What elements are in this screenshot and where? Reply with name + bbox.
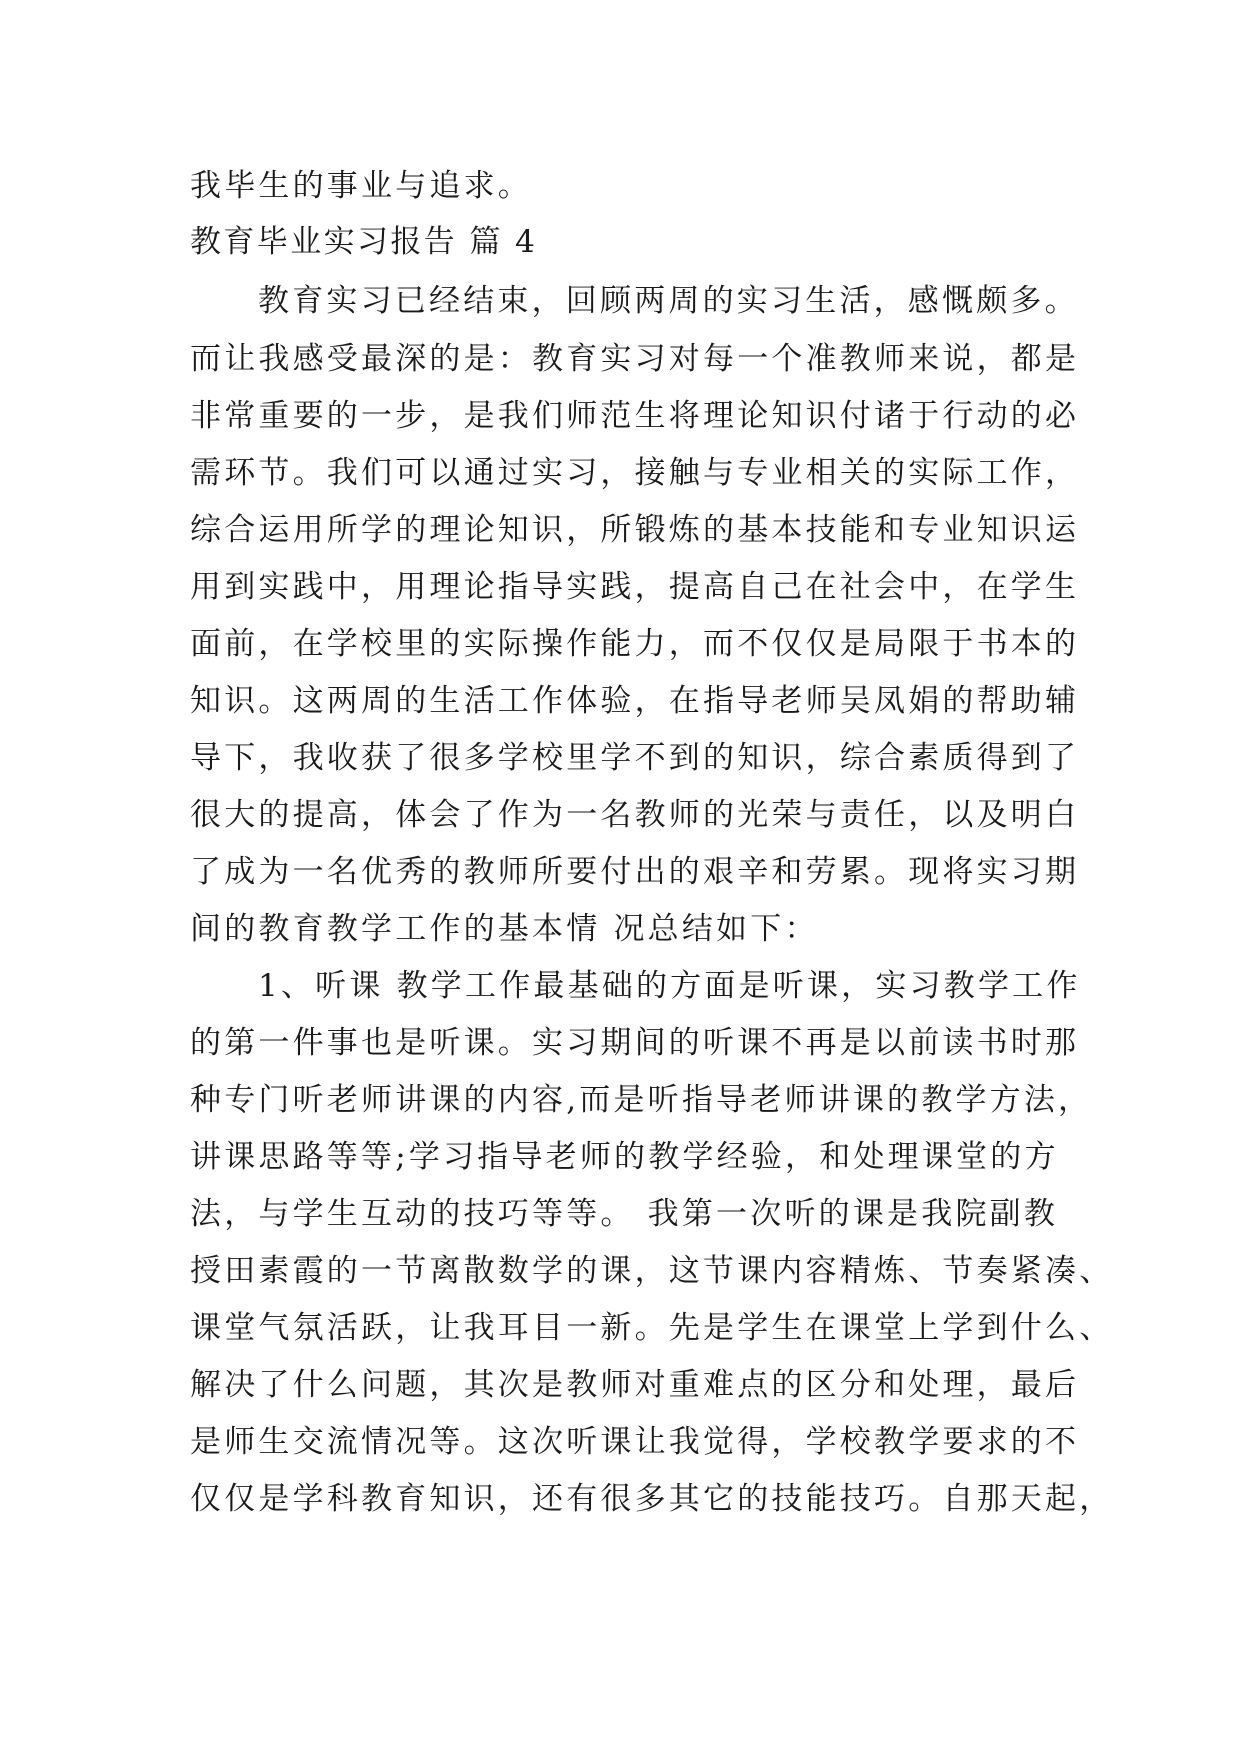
text-line: 是师生交流情况等。这次听课让我觉得，学校教学要求的不 <box>190 1424 1080 1460</box>
text-line: 综合运用所学的理论知识，所锻炼的基本技能和专业知识运 <box>190 512 1080 548</box>
text-line: 我毕生的事业与追求。 <box>190 168 532 204</box>
text-line: 用到实践中，用理论指导实践，提高自己在社会中，在学生 <box>190 569 1080 605</box>
paragraph-first-line: 教育实习已经结束，回顾两周的实习生活，感慨颇多。 <box>258 283 1079 319</box>
text-line: 法，与学生互动的技巧等等。 我第一次听的课是我院副教 <box>190 1196 1059 1232</box>
text-line: 授田素霞的一节离散数学的课，这节课内容精炼、节奏紧凑、 <box>190 1253 1114 1289</box>
text-line: 课堂气氛活跃，让我耳目一新。先是学生在课堂上学到什么、 <box>190 1310 1114 1346</box>
text-line: 讲课思路等等;学习指导老师的教学经验，和处理课堂的方 <box>190 1139 1059 1175</box>
text-line: 导下，我收获了很多学校里学不到的知识，综合素质得到了 <box>190 740 1080 776</box>
text-line: 非常重要的一步，是我们师范生将理论知识付诸于行动的必 <box>190 398 1080 434</box>
text-line: 仅仅是学科教育知识，还有很多其它的技能技巧。自那天起， <box>190 1481 1114 1517</box>
text-line: 面前，在学校里的实际操作能力，而不仅仅是局限于书本的 <box>190 626 1080 662</box>
text-line: 需环节。我们可以通过实习，接触与专业相关的实际工作， <box>190 455 1080 491</box>
text-line: 间的教育教学工作的基本情 况总结如下： <box>190 911 819 947</box>
text-line: 而让我感受最深的是：教育实习对每一个准教师来说，都是 <box>190 341 1080 377</box>
paragraph-first-line: 1、听课 教学工作最基础的方面是听课，实习教学工作 <box>258 968 1081 1004</box>
text-line: 知识。这两周的生活工作体验，在指导老师吴凤娟的帮助辅 <box>190 683 1080 719</box>
text-line: 的第一件事也是听课。实习期间的听课不再是以前读书时那 <box>190 1025 1080 1061</box>
text-line: 种专门听老师讲课的内容,而是听指导老师讲课的教学方法， <box>190 1082 1093 1118</box>
section-heading: 教育毕业实习报告 篇 4 <box>190 224 538 260</box>
text-line: 了成为一名优秀的教师所要付出的艰辛和劳累。现将实习期 <box>190 854 1080 890</box>
text-line: 很大的提高，体会了作为一名教师的光荣与责任，以及明白 <box>190 797 1080 833</box>
text-line: 解决了什么问题，其次是教师对重难点的区分和处理，最后 <box>190 1367 1080 1403</box>
